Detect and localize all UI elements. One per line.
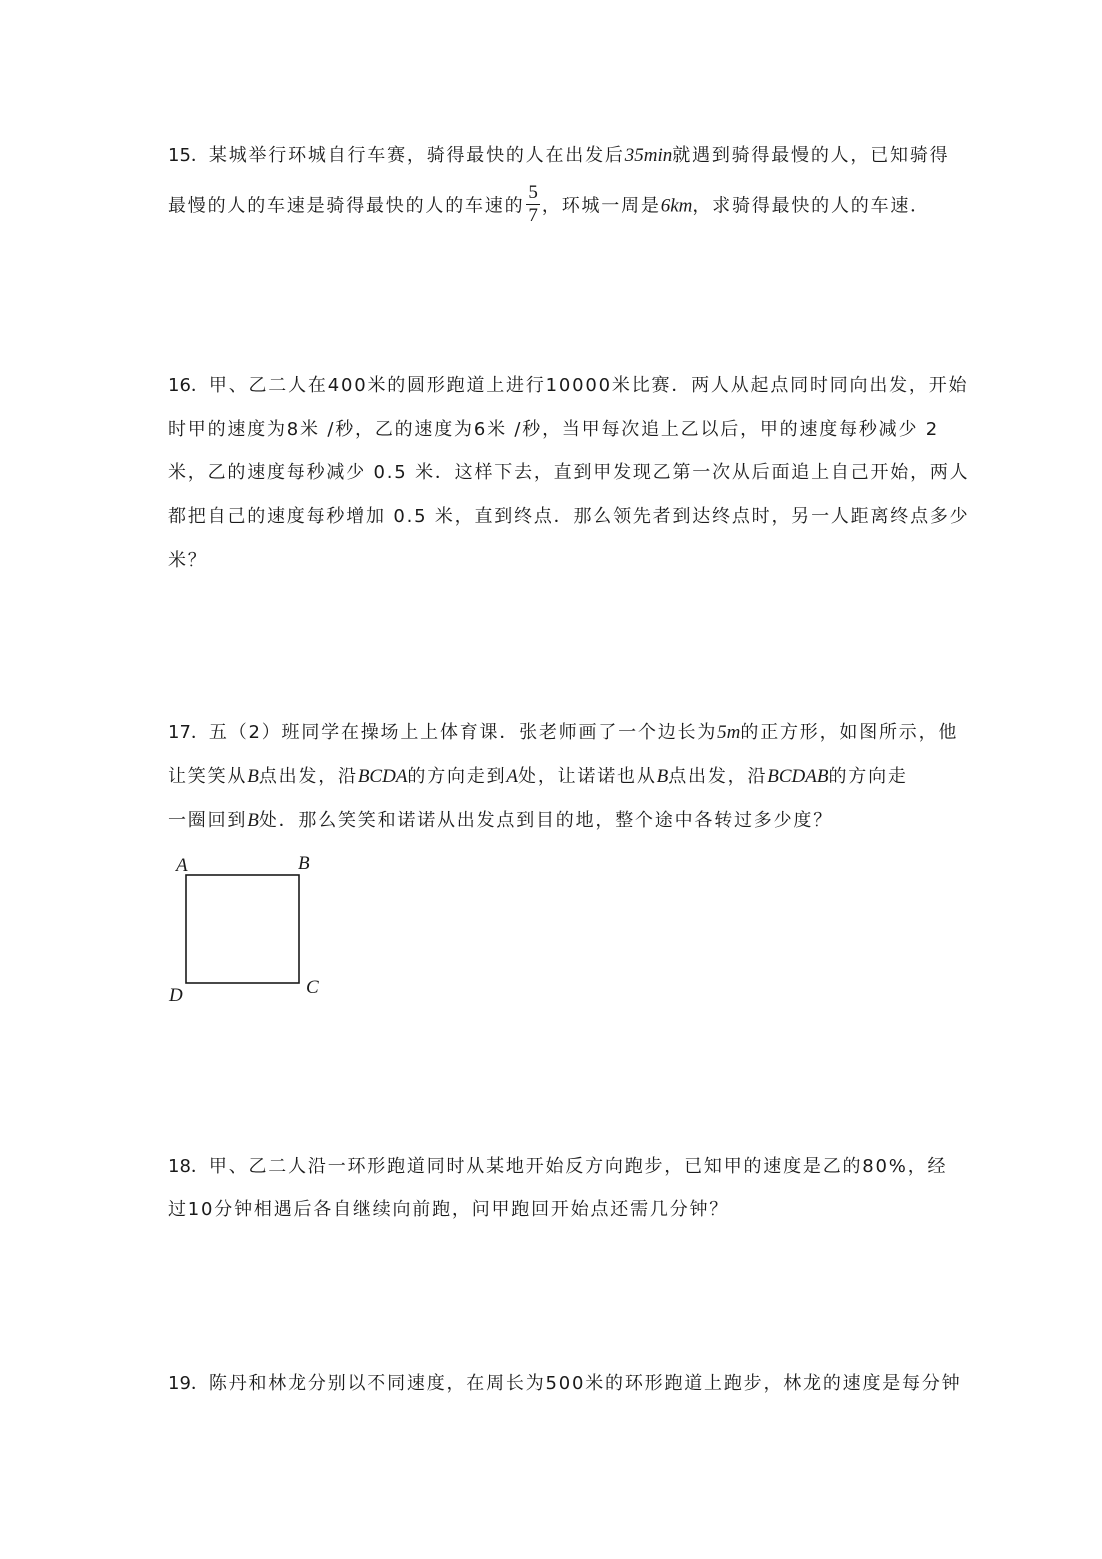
q15-line-2: 最慢的人的车速是骑得最快的人的车速的 $\frac{5}{7}$ ，环城一周是6km，求骑得最快的人的车速． — [168, 182, 930, 226]
q17-line-2: 让笑笑从B点出发，沿BCDA的方向走到A处，让诺诺也从B点出发，沿BCDAB的方向走 — [168, 766, 908, 787]
square-shape — [186, 875, 299, 983]
q17-line-3: 一圈回到B处．那么笑笑和诺诺从出发点到目的地，整个途中各转过多少度？ — [168, 810, 834, 831]
fraction: $\frac{5}{7}$ — [528, 182, 538, 226]
q16-line-5: 米？ — [168, 550, 208, 571]
vertex-label-a: A — [176, 855, 188, 876]
q18-number: 18． — [168, 1156, 209, 1177]
vertex-label-b: B — [298, 853, 310, 874]
q18-line-2: 过10分钟相遇后各自继续向前跑，问甲跑回开始点还需几分钟？ — [168, 1199, 730, 1220]
q16-line-3: 米，乙的速度每秒减少 0.5 米．这样下去，直到甲发现乙第一次从后面追上自己开始，两人 — [168, 462, 970, 483]
square-figure — [160, 850, 340, 1010]
q15-number: 15． — [168, 145, 209, 166]
q16-number: 16． — [168, 375, 209, 396]
q18-line-1: 18．甲、乙二人沿一环形跑道同时从某地开始反方向跑步，已知甲的速度是乙的80%，经 — [168, 1156, 948, 1177]
q16-line-1: 16．甲、乙二人在400米的圆形跑道上进行10000米比赛．两人从起点同时同向出发，开始 — [168, 375, 969, 396]
q19-number: 19． — [168, 1373, 209, 1394]
vertex-label-d: D — [169, 985, 183, 1006]
q19-line-1: 19．陈丹和林龙分别以不同速度，在周长为500米的环形跑道上跑步，林龙的速度是每分钟 — [168, 1373, 962, 1394]
vertex-label-c: C — [306, 977, 319, 998]
q17-number: 17． — [168, 722, 209, 743]
q16-line-2: 时甲的速度为8米 /秒，乙的速度为6米 /秒，当甲每次追上乙以后，甲的速度每秒减少 2 — [168, 419, 940, 440]
q17-line-1: 17．五（2）班同学在操场上上体育课．张老师画了一个边长为5m的正方形，如图所示，他 — [168, 722, 959, 743]
q15-line-1: 15．某城举行环城自行车赛，骑得最快的人在出发后35min就遇到骑得最慢的人，已知骑得 — [168, 145, 950, 166]
q16-line-4: 都把自己的速度每秒增加 0.5 米，直到终点．那么领先者到达终点时，另一人距离终点多少 — [168, 506, 970, 527]
